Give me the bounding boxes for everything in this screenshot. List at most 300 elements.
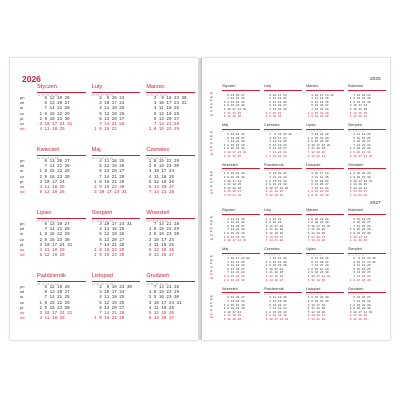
day-row: 6 13 20 27 [37,222,70,227]
day-row: 5 12 19 26 [91,301,125,306]
day-rows [146,223,195,259]
day-row: 2 9 16 23 30 [37,238,70,243]
month-grudzień [146,273,195,336]
month-styczeń [222,84,260,123]
weekday-label: pt [210,308,213,312]
day-row: 1 8 15 22 29 [348,278,371,282]
month-name: Sierpień [348,247,362,252]
month-wrzesień [146,210,195,273]
weekday-label: wt [20,226,24,232]
day-rows [348,218,386,243]
day-row: 4 11 18 25 [306,147,326,151]
day-row: 4 11 18 25 [264,190,284,194]
day-row: 2 9 16 23 30 [222,147,245,151]
day-row: 7 14 21 28 [348,193,368,197]
day-row: 1 8 15 22 29 [348,97,371,101]
day-row: 2 9 16 23 30 [264,133,292,137]
month-name: Marzec [306,208,319,212]
day-row: 1 8 15 22 29 [306,296,329,300]
day-row: 6 13 20 27 [264,147,287,151]
day-row: 1 8 15 22 29 [37,112,70,117]
weekday-label: so [210,273,213,277]
day-row: 4 11 18 25 [306,228,326,232]
day-row: 6 13 20 27 [348,115,368,119]
day-row: 7 14 21 28 [91,311,125,316]
weekday-label: śr [210,99,213,103]
weekday-label: nd [210,113,213,117]
day-row: 1 8 15 22 29 [222,143,245,147]
weekday-label: so [210,188,213,192]
weekday-label: wt [210,174,213,178]
day-row: 6 13 20 27 [348,190,368,194]
month-underline [92,218,141,219]
month-name: Maj [91,147,101,153]
weekday-label: śr [20,231,24,237]
day-row: 6 13 20 27 [264,172,287,176]
day-row: 7 14 21 28 [37,165,70,170]
day-row: 7 14 21 28 [37,228,70,233]
day-row: 1 8 15 22 29 [91,248,125,253]
month-underline [146,155,195,156]
weekday-label: pn [210,216,213,219]
day-rows [92,160,141,196]
day-row: 3 10 17 24 31 [222,239,247,243]
day-row: 4 11 18 25 [348,314,368,318]
day-row: 2 9 16 23 30 [146,96,187,101]
day-row: 7 14 21 28 [264,307,287,311]
day-row: 6 13 20 27 [222,224,245,228]
day-row: 7 14 21 28 [146,285,179,290]
day-row: 6 13 20 27 [348,296,371,300]
day-row: 2 9 16 23 30 [91,254,125,259]
day-row: 5 12 19 26 [146,180,174,185]
week-numbers: 49 50 51 52 53 [146,282,168,286]
day-rows [92,97,141,133]
day-row: 1 8 15 22 [264,111,282,115]
day-row: 7 14 21 28 [264,257,287,261]
day-row: 3 10 17 24 31 [348,179,373,183]
weekday-label: wt [210,298,213,302]
week-numbers: 14 15 16 17 18 [348,91,365,94]
week-numbers: 05 06 07 08 09 [264,215,281,218]
day-row: 7 14 21 28 [306,239,326,243]
day-row: 1 8 15 22 29 [222,100,245,104]
month-grid-2025 [222,84,386,202]
day-row: 7 14 21 28 [348,224,371,228]
weekday-label: pt [20,115,24,121]
day-row: 6 13 20 27 [146,185,174,190]
day-row: 2 9 16 23 30 [91,185,125,190]
month-name: Lipiec [37,210,52,216]
weekday-label: nd [20,189,25,195]
day-row: 4 11 18 25 [222,314,242,318]
week-numbers: 36 37 38 39 40 [222,169,239,172]
month-sierpień [348,123,386,162]
month-lipiec [37,210,86,273]
weekday-label: śr [210,138,213,142]
month-name: Wrzesień [222,286,238,291]
weekday-label: pn [210,294,213,298]
day-row: 7 14 21 28 [146,191,174,196]
day-row: 7 14 21 28 [306,317,326,321]
weekday-label: so [20,310,25,316]
weekday-label: pn [20,284,25,289]
day-row: 2 9 16 23 30 [91,285,132,290]
day-row: 1 8 15 22 29 [306,190,329,194]
day-row: 2 9 16 23 30 [348,257,376,261]
month-name: Styczeń [222,84,236,88]
day-row: 3 10 17 24 [264,136,287,140]
day-row: 4 11 18 25 [306,307,326,311]
day-row: 7 14 21 28 [264,151,287,154]
day-row: 6 13 20 27 [146,117,179,122]
day-row: 2 9 16 23 30 [264,183,287,187]
month-listopad [306,163,344,202]
day-row: 5 12 19 26 [348,136,371,140]
month-name: Luty [264,208,272,212]
day-row: 2 9 16 23 30 [37,175,70,180]
month-name: Maj [222,123,229,128]
day-row: 7 14 21 28 [348,275,371,278]
month-name: Listopad [306,162,321,167]
weekday-label: pn [210,131,213,135]
day-row: 3 10 17 24 [146,238,174,243]
day-row: 5 12 19 26 [306,179,329,183]
day-row: 1 8 15 22 29 [264,179,287,183]
day-row: 5 12 19 26 [37,96,70,101]
day-row: 1 8 15 22 29 [264,260,287,264]
month-marzec [146,84,195,147]
month-maj [222,247,260,286]
day-row: 1 8 15 22 29 [222,303,245,307]
day-row: 6 13 20 27 [348,271,371,275]
month-underline [92,155,141,156]
day-row: 2 9 16 23 30 [222,278,245,282]
day-row: 5 12 19 26 [222,115,242,119]
day-row: 1 8 15 22 29 [37,301,70,306]
day-row: 6 13 20 27 [306,154,326,158]
month-name: Wrzesień [146,210,170,216]
day-rows [146,160,195,196]
day-row: 3 10 17 24 [222,310,242,314]
day-row: 7 14 21 28 [306,108,329,112]
month-kwiecień [348,208,386,247]
day-row: 4 11 18 25 [348,183,368,187]
week-numbers: 22 23 24 25 26 [264,254,281,257]
month-underline [37,155,86,156]
month-underline [92,92,141,93]
day-row: 7 14 21 28 [222,193,242,197]
weekday-label: pt [210,230,213,234]
month-name: Grudzień [348,162,364,167]
day-row: 3 10 17 24 [306,172,329,176]
day-row: 2 9 16 23 30 [348,307,371,311]
day-row: 4 11 18 25 [348,264,371,268]
day-row: 3 10 17 24 31 [306,275,331,278]
month-luty [92,84,141,147]
weekday-label: cz [210,266,213,270]
day-row: 4 11 18 25 [37,317,65,322]
day-row: 3 10 17 24 31 [222,108,247,112]
day-row: 2 9 16 23 30 [37,117,70,122]
month-sierpień [348,247,386,286]
weekday-label: cz [210,305,213,309]
day-rows [306,94,344,119]
day-row: 6 13 20 27 [222,93,245,97]
day-row: 4 11 18 25 [348,108,368,112]
weekday-label: cz [210,226,213,230]
month-name: Październik [37,273,66,279]
weekday-label: śr [210,177,213,181]
weekday-label: nd [20,252,25,258]
day-row: 7 14 21 28 [222,140,245,144]
day-row: 6 13 20 27 [146,317,174,322]
day-row: 3 10 17 24 31 [222,151,247,154]
day-row: 7 14 21 28 [306,264,329,268]
weekday-label: cz [210,142,213,146]
month-name: Marzec [146,84,165,90]
day-row: 4 11 18 25 [264,271,284,275]
weekday-label: so [210,312,213,316]
month-grudzień [348,287,386,326]
day-row: 4 11 18 25 [146,107,179,112]
month-name: Styczeń [37,84,57,90]
day-row: 6 13 20 27 [222,136,245,140]
day-row: 2 9 16 23 [264,221,282,225]
day-row: 3 10 17 24 31 [146,301,182,306]
day-row: 5 12 19 26 [37,191,65,196]
month-name: Sierpień [91,210,113,216]
day-rows [37,160,86,196]
day-row: 3 10 17 24 [306,303,326,307]
month-name: Sierpień [348,123,362,128]
day-row: 3 10 17 24 [348,104,368,108]
day-row: 1 8 15 22 29 [37,233,70,238]
day-row: 3 10 17 24 [91,102,125,107]
day-row: 6 13 20 27 [264,278,284,282]
day-row: 5 12 19 26 [348,111,368,115]
weekday-label: so [210,149,213,153]
year-title: 2026 [22,74,41,84]
day-row: 5 12 19 26 [222,186,242,190]
weekday-label: nd [20,315,25,321]
day-row: 5 12 19 26 [306,310,326,314]
week-numbers: 17 18 19 20 21 22 [222,254,242,257]
day-row: 3 10 17 24 31 [348,260,376,264]
month-underline [146,218,195,219]
weekday-label: cz [20,236,24,242]
day-row: 5 12 19 26 [348,217,371,221]
day-row: 6 13 20 27 [306,314,326,318]
day-row: 5 12 19 26 [264,275,284,278]
day-row: 4 11 18 25 [306,97,329,101]
month-name: Kwiecień [348,84,364,88]
day-row: 5 12 19 26 [348,267,371,271]
day-row: 5 12 19 26 [306,151,326,154]
day-row: 3 10 17 24 31 [264,317,289,321]
month-underline [92,281,141,282]
day-row: 4 11 18 25 [222,217,245,221]
day-row: 2 9 16 23 30 [348,151,371,154]
day-row: 6 13 20 27 [348,221,371,225]
week-numbers: 40 41 42 43 44 [37,282,59,286]
month-kwiecień [37,147,86,210]
day-row: 7 14 21 28 [348,143,371,147]
month-czerwiec [146,147,195,210]
week-numbers: 44 45 46 47 48 [306,169,323,172]
day-row: 4 11 18 25 [348,239,368,243]
weekday-label: nd [210,152,213,156]
month-name: Kwiecień [37,147,60,153]
weekday-label: so [210,109,213,113]
day-row: 5 12 19 26 [264,232,284,236]
month-underline [146,281,195,282]
day-row: 6 13 20 27 [306,104,329,108]
day-row: 5 12 19 26 [91,112,125,117]
day-row: 7 14 21 28 [37,107,70,112]
weekday-label: pn [20,158,25,163]
week-numbers: 05 06 07 08 09 [91,93,114,97]
week-numbers: 09 10 11 12 13 [306,91,323,94]
day-row: 4 11 18 25 [222,260,245,264]
day-rows [264,218,302,243]
week-numbers: 27 28 29 30 31 [306,130,323,133]
month-name: Październik [264,162,284,167]
weekday-label: cz [210,102,213,106]
day-row: 3 10 17 24 [91,291,125,296]
day-row: 6 13 20 27 [222,267,245,271]
day-row: 4 11 18 25 [146,243,174,248]
day-row: 3 10 17 24 31 [37,243,73,248]
month-listopad [306,287,344,326]
week-numbers: 01 02 03 04 05 [37,93,59,97]
month-underline [37,281,86,282]
day-row: 2 9 16 23 30 [146,233,179,238]
weekday-label: nd [210,192,213,196]
month-luty [264,84,302,123]
day-row: 5 12 19 26 [264,100,287,104]
day-row: 2 9 16 23 30 [37,306,70,311]
month-czerwiec [264,247,302,286]
month-wrzesień [222,163,260,202]
month-name: Październik [264,286,284,291]
month-sierpień [92,210,141,273]
day-row: 3 10 17 24 31 [91,222,132,227]
month-name: Listopad [306,286,321,291]
day-row: 7 14 21 28 [146,122,179,127]
day-rows [222,218,260,243]
weekday-label: cz [210,181,213,185]
month-name: Grudzień [146,273,170,279]
day-row: 4 11 18 25 [264,140,287,144]
day-row: 5 12 19 26 [91,233,125,238]
day-row: 4 11 18 25 [306,175,329,179]
month-czerwiec [264,123,302,162]
day-row: 3 10 17 24 [146,170,174,175]
day-row: 4 11 18 25 [91,159,125,164]
day-row: 4 11 18 25 [264,296,287,300]
day-rows [222,94,260,119]
weekday-label: so [20,247,25,253]
day-row: 3 10 17 24 [222,179,242,183]
month-luty [264,208,302,247]
day-row: 7 14 21 28 [222,271,245,275]
month-wrzesień [222,287,260,326]
day-row: 7 14 21 28 [91,175,125,180]
weekday-label: śr [210,223,213,227]
month-kwiecień [348,84,386,123]
weekday-label: pn [210,170,213,174]
day-row: 3 10 17 24 [264,224,284,228]
day-row: 1 8 15 22 29 [348,172,371,176]
day-row: 4 11 18 25 [37,248,65,253]
day-row: 1 8 15 22 29 [348,303,371,307]
month-maj [222,123,260,162]
week-numbers: 31 32 33 34 35 [91,219,114,223]
day-row: 3 10 17 24 31 [37,122,73,127]
week-numbers: 48 49 50 51 52 [348,293,365,296]
weekday-label: so [210,233,213,237]
day-row: 1 8 15 22 29 [348,228,371,232]
month-name: Kwiecień [348,208,364,212]
weekday-label: śr [210,262,213,266]
day-row: 6 13 20 27 [37,102,70,107]
day-row: 6 13 20 27 [264,104,287,108]
day-rows [306,218,344,243]
day-row: 2 9 16 23 30 [306,271,329,275]
day-row: 5 12 19 26 [146,112,179,117]
day-row: 7 14 21 28 [348,93,371,97]
week-numbers: 31 32 33 34 35 [348,130,365,133]
day-row: 5 12 19 26 [222,133,245,137]
day-row: 3 10 17 24 31 [37,311,73,316]
month-name: Listopad [91,273,113,279]
day-row: 6 13 20 27 [306,235,326,239]
day-row: 3 10 17 24 31 [264,186,289,190]
day-row: 3 10 17 24 31 [222,257,250,261]
day-row: 6 13 20 27 [222,296,245,300]
weekday-label: śr [210,301,213,305]
day-row: 7 14 21 28 [91,122,125,127]
day-row: 1 8 15 22 [264,217,282,221]
month-underline [146,92,195,93]
weekday-label: pn [20,95,25,100]
day-row: 6 13 20 27 [91,306,125,311]
day-row: 5 12 19 26 [222,264,245,268]
weekday-label: wt [210,134,213,138]
week-numbers: 53 01 02 03 04 05 [222,215,242,218]
day-row: 2 9 16 23 30 [306,193,329,197]
day-row: 1 8 15 22 29 [146,128,179,133]
weekday-label: nd [210,276,213,280]
day-row: 4 11 18 25 [91,228,125,233]
day-row: 1 8 15 22 29 [146,159,179,164]
day-row: 2 9 16 23 30 [264,314,287,318]
day-row: 6 13 20 27 [306,183,329,187]
day-row: 4 11 18 25 [37,128,65,133]
week-numbers: 14 15 16 17 18 [37,156,59,160]
day-row: 5 12 19 26 [306,232,326,236]
day-row: 2 9 16 23 30 [306,299,329,303]
day-row: 6 13 20 27 [91,117,125,122]
day-row: 5 12 19 26 [306,100,329,104]
weekday-label: pt [20,304,24,310]
month-name: Luty [264,84,272,88]
month-underline [37,218,86,219]
day-row: 3 10 17 24 [264,93,287,97]
day-row: 1 8 15 22 29 [222,232,245,236]
weekday-label: pt [210,106,213,110]
